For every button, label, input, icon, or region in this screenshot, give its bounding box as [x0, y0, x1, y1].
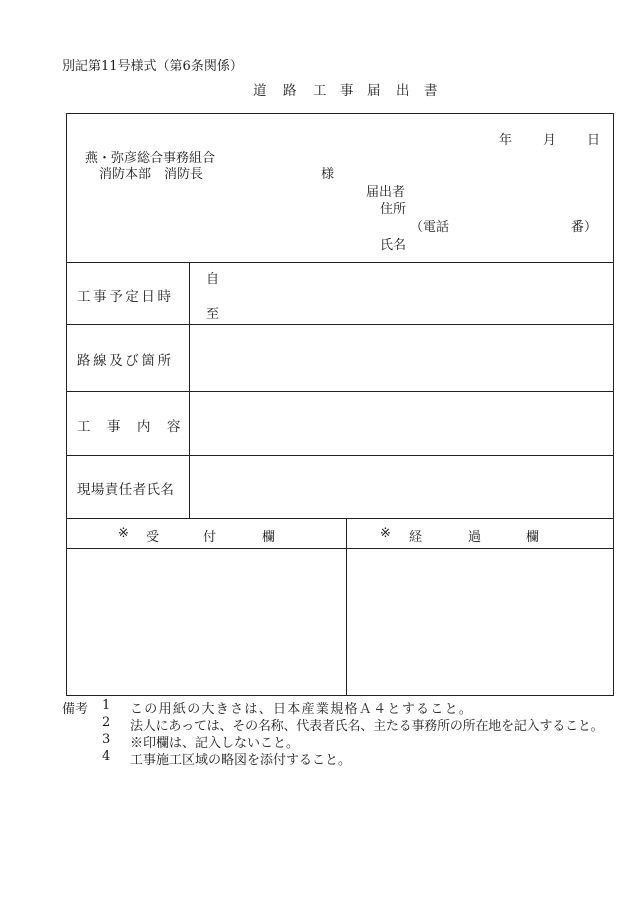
progress-char: 過 — [468, 530, 482, 545]
progress-char: 欄 — [526, 530, 540, 545]
content-label-char: 事 — [107, 419, 121, 435]
title-char: 届 — [367, 83, 381, 99]
schedule-from: 自 — [206, 272, 220, 287]
progress-field — [347, 549, 613, 695]
date-year: 年 — [499, 133, 513, 148]
address-label: 住所 — [380, 202, 407, 217]
note-number: 4 — [102, 749, 111, 764]
name-label: 氏名 — [380, 238, 407, 253]
manager-label: 現場責任者氏名 — [77, 482, 175, 498]
receipt-mark: ※ — [118, 526, 129, 541]
route-label: 路線及び箇所 — [77, 353, 174, 369]
date-month: 月 — [543, 133, 557, 148]
title-char: 出 — [396, 83, 410, 99]
receipt-char: 受 — [146, 530, 160, 545]
honorific: 様 — [321, 167, 335, 182]
row-divider — [66, 518, 614, 519]
receipt-char: 欄 — [262, 530, 276, 545]
note-number: 3 — [102, 732, 111, 747]
receipt-char: 付 — [203, 530, 217, 545]
note-text: ※印欄は、記入しないこと。 — [130, 736, 300, 751]
addressee-dept: 消防本部 消防長 — [99, 167, 204, 182]
phone-open: （電話 — [410, 220, 450, 235]
manager-field[interactable] — [190, 456, 614, 518]
title-char: 路 — [283, 83, 297, 99]
progress-mark: ※ — [380, 526, 391, 541]
addressee-org: 燕・弥彦総合事務組合 — [85, 151, 216, 166]
form-number: 別記第11号様式（第6条関係） — [62, 59, 243, 74]
title-char: 書 — [424, 83, 438, 99]
date-day: 日 — [587, 133, 601, 148]
title-char: 工 — [313, 83, 327, 99]
note-text: 工事施工区域の略図を添付すること。 — [130, 753, 352, 768]
schedule-field[interactable] — [190, 263, 614, 324]
note-text: 法人にあっては、その名称、代表者氏名、主たる事務所の所在地を記入すること。 — [130, 719, 604, 734]
schedule-to: 至 — [206, 307, 220, 322]
title-char: 事 — [340, 83, 354, 99]
content-field[interactable] — [190, 392, 614, 455]
notes-heading: 備考 — [62, 702, 89, 717]
content-label-char: 容 — [167, 419, 181, 435]
schedule-label: 工事予定日時 — [77, 289, 174, 305]
title-char: 道 — [253, 83, 267, 99]
content-label-char: 工 — [77, 419, 91, 435]
route-field[interactable] — [190, 325, 614, 391]
receipt-field — [67, 549, 346, 695]
phone-close: 番） — [571, 220, 598, 235]
submitter-label: 届出者 — [366, 185, 406, 200]
note-number: 2 — [102, 715, 111, 730]
note-number: 1 — [102, 698, 111, 713]
note-text: この用紙の大きさは、日本産業規格Ａ４とすること。 — [130, 702, 474, 717]
content-label-char: 内 — [137, 419, 151, 435]
progress-char: 経 — [409, 530, 423, 545]
